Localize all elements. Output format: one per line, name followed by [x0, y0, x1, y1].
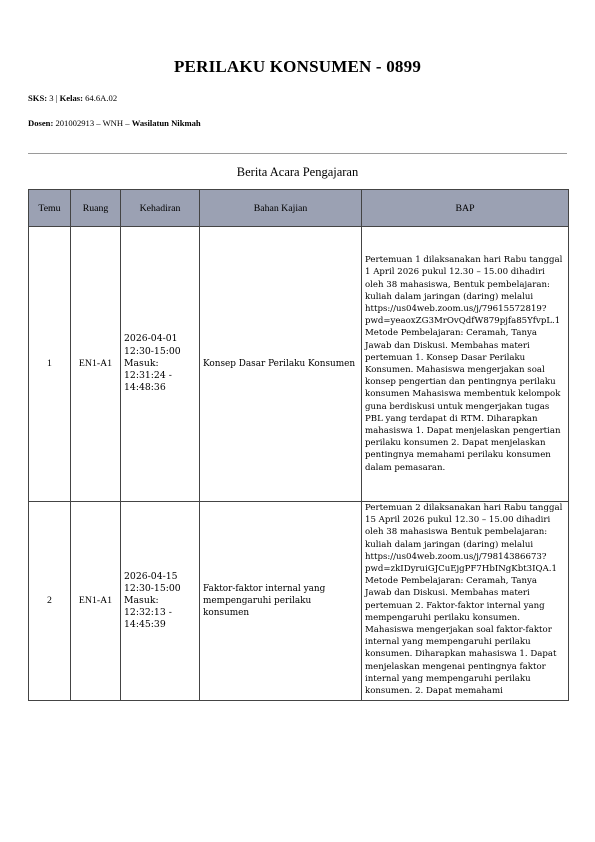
cell-bap: Pertemuan 2 dilaksanakan hari Rabu tanggal 15 April 2026 pukul 12.30 – 15.00 dihadiri oleh 38 mahasiswa Bentuk pembelajaran: kuliah dalam jaringan (daring) melalui https://us04web.zoom.us/j/79814386673?pwd=zkIDyruiGJCuEjgPF7HbINgKbt3IQA.1 Metode Pembelajaran: Ceramah, Tanya Jawab dan Diskusi. Membahas materi pertemuan 2. Faktor-faktor internal yang mempengaruhi perilaku konsumen. Mahasiswa mengerjakan soal faktor-faktor internal yang mempengaruhi perilaku konsumen. Diharapkan mahasiswa 1. Dapat menjelaskan mengenai pentingnya faktor internal yang mempengaruhi perilaku konsumen. 2. Dapat memahami [362, 502, 569, 701]
dosen-value: 201002913 – WNH – [53, 118, 132, 128]
kehadiran-time: 12:30-15:00 [124, 345, 181, 357]
dosen-label: Dosen: [28, 118, 54, 128]
cell-temu: 2 [29, 502, 71, 701]
cell-ruang: EN1-A1 [71, 502, 121, 701]
cell-kehadiran [121, 227, 200, 502]
header-temu: Temu [29, 190, 71, 227]
kehadiran-date: 2026-04-01 [124, 333, 178, 345]
header-bap: BAP [362, 190, 569, 227]
kehadiran-out: 14:48:36 [124, 382, 166, 394]
kelas-value: 64.6A.02 [82, 93, 118, 103]
course-info [28, 93, 117, 103]
dosen-name: Wasilatun Nikmah [131, 118, 201, 128]
kehadiran-out: 14:45:39 [124, 619, 166, 631]
kehadiran-in: 12:31:24 - [124, 370, 172, 382]
header-ruang: Ruang [71, 190, 121, 227]
section-title: Berita Acara Pengajaran [236, 165, 359, 179]
cell-bap: Pertemuan 1 dilaksanakan hari Rabu tanggal 1 April 2026 pukul 12.30 – 15.00 dihadiri oleh 38 mahasiswa, Bentuk pembelajaran: kuliah dalam jaringan (daring) melalui https://us04web.zoom.us/j/79615572819?pwd=yeaoxZG3MrOvQdfW879pjfa85YfvpL.1 Metode Pembelajaran: Ceramah, Tanya Jawab dan Diskusi. Membahas materi pertemuan 1. Konsep Dasar Perilaku Konsumen. Mahasiswa mengerjakan soal konsep pengertian dan pentingnya perilaku konsumen Mahasiswa membentuk kelompok guna berdiskusi untuk mengerjakan tugas PBL yang terdapat di RTM. Diharapkan mahasiswa 1. Dapat menjelaskan pengertian perilaku konsumen 2. Dapat menjelaskan pentingnya memahami perilaku konsumen dalam pemasaran. [362, 227, 569, 502]
cell-bahan-kajian: Faktor-faktor internal yang mempengaruhi perilaku konsumen [200, 502, 362, 701]
header-kehadiran: Kehadiran [121, 190, 200, 227]
kehadiran-time: 12:30-15:00 [124, 582, 181, 594]
header-bahan-kajian: Bahan Kajian [200, 190, 362, 227]
lecturer-info [28, 118, 201, 128]
kehadiran-masuk: Masuk: [124, 357, 159, 369]
separator: | [53, 93, 60, 103]
cell-kehadiran [121, 502, 200, 701]
divider [28, 153, 567, 154]
kelas-label: Kelas: [59, 93, 83, 103]
kehadiran-masuk: Masuk: [124, 595, 159, 607]
cell-ruang: EN1-A1 [71, 227, 121, 502]
document-title: PERILAKU KONSUMEN - 0899 [173, 57, 422, 76]
sks-value: 3 [47, 93, 54, 103]
table-row [29, 502, 569, 701]
table-header-row [29, 190, 569, 227]
sks-label: SKS: [28, 93, 48, 103]
kehadiran-in: 12:32:13 - [124, 607, 172, 619]
cell-temu: 1 [29, 227, 71, 502]
cell-bahan-kajian: Konsep Dasar Perilaku Konsumen [200, 227, 362, 502]
table-row [29, 227, 569, 502]
kehadiran-date: 2026-04-15 [124, 570, 178, 582]
bap-table [28, 189, 569, 701]
